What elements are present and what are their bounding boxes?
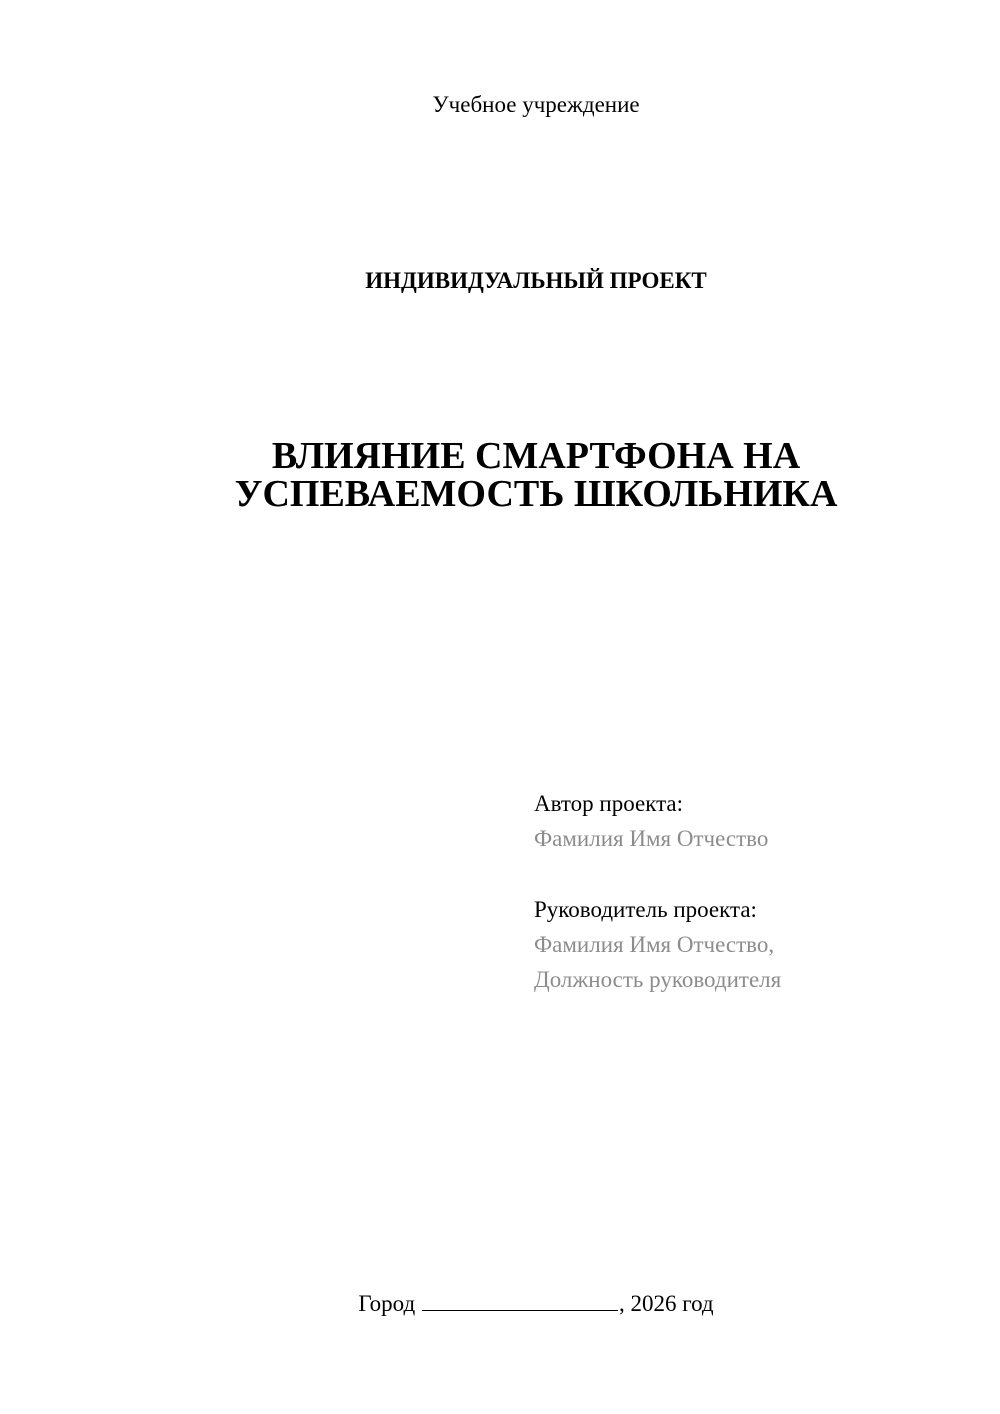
supervisor-label: Руководитель проекта: — [534, 897, 757, 922]
project-title — [0, 437, 1000, 513]
city-blank-underline — [422, 1292, 618, 1311]
institution-name: Учебное учреждение — [432, 92, 640, 117]
project-info-block — [534, 786, 974, 997]
year-text: , 2026 год — [618, 1291, 714, 1316]
city-label: Город — [358, 1291, 416, 1316]
supervisor-name-placeholder: Фамилия Имя Отчество, — [534, 932, 775, 957]
city-year-line — [0, 1289, 1000, 1319]
project-type-heading: ИНДИВИДУАЛЬНЫЙ ПРОЕКТ — [365, 268, 707, 293]
author-name-placeholder: Фамилия Имя Отчество — [534, 826, 769, 851]
project-title-line-2: УСПЕВАЕМОСТЬ ШКОЛЬНИКА — [234, 473, 838, 515]
author-label: Автор проекта: — [534, 791, 683, 816]
supervisor-position-placeholder: Должность руководителя — [534, 967, 782, 992]
info-spacer — [534, 856, 974, 892]
project-title-line-1: ВЛИЯНИЕ СМАРТФОНА НА — [271, 435, 801, 477]
